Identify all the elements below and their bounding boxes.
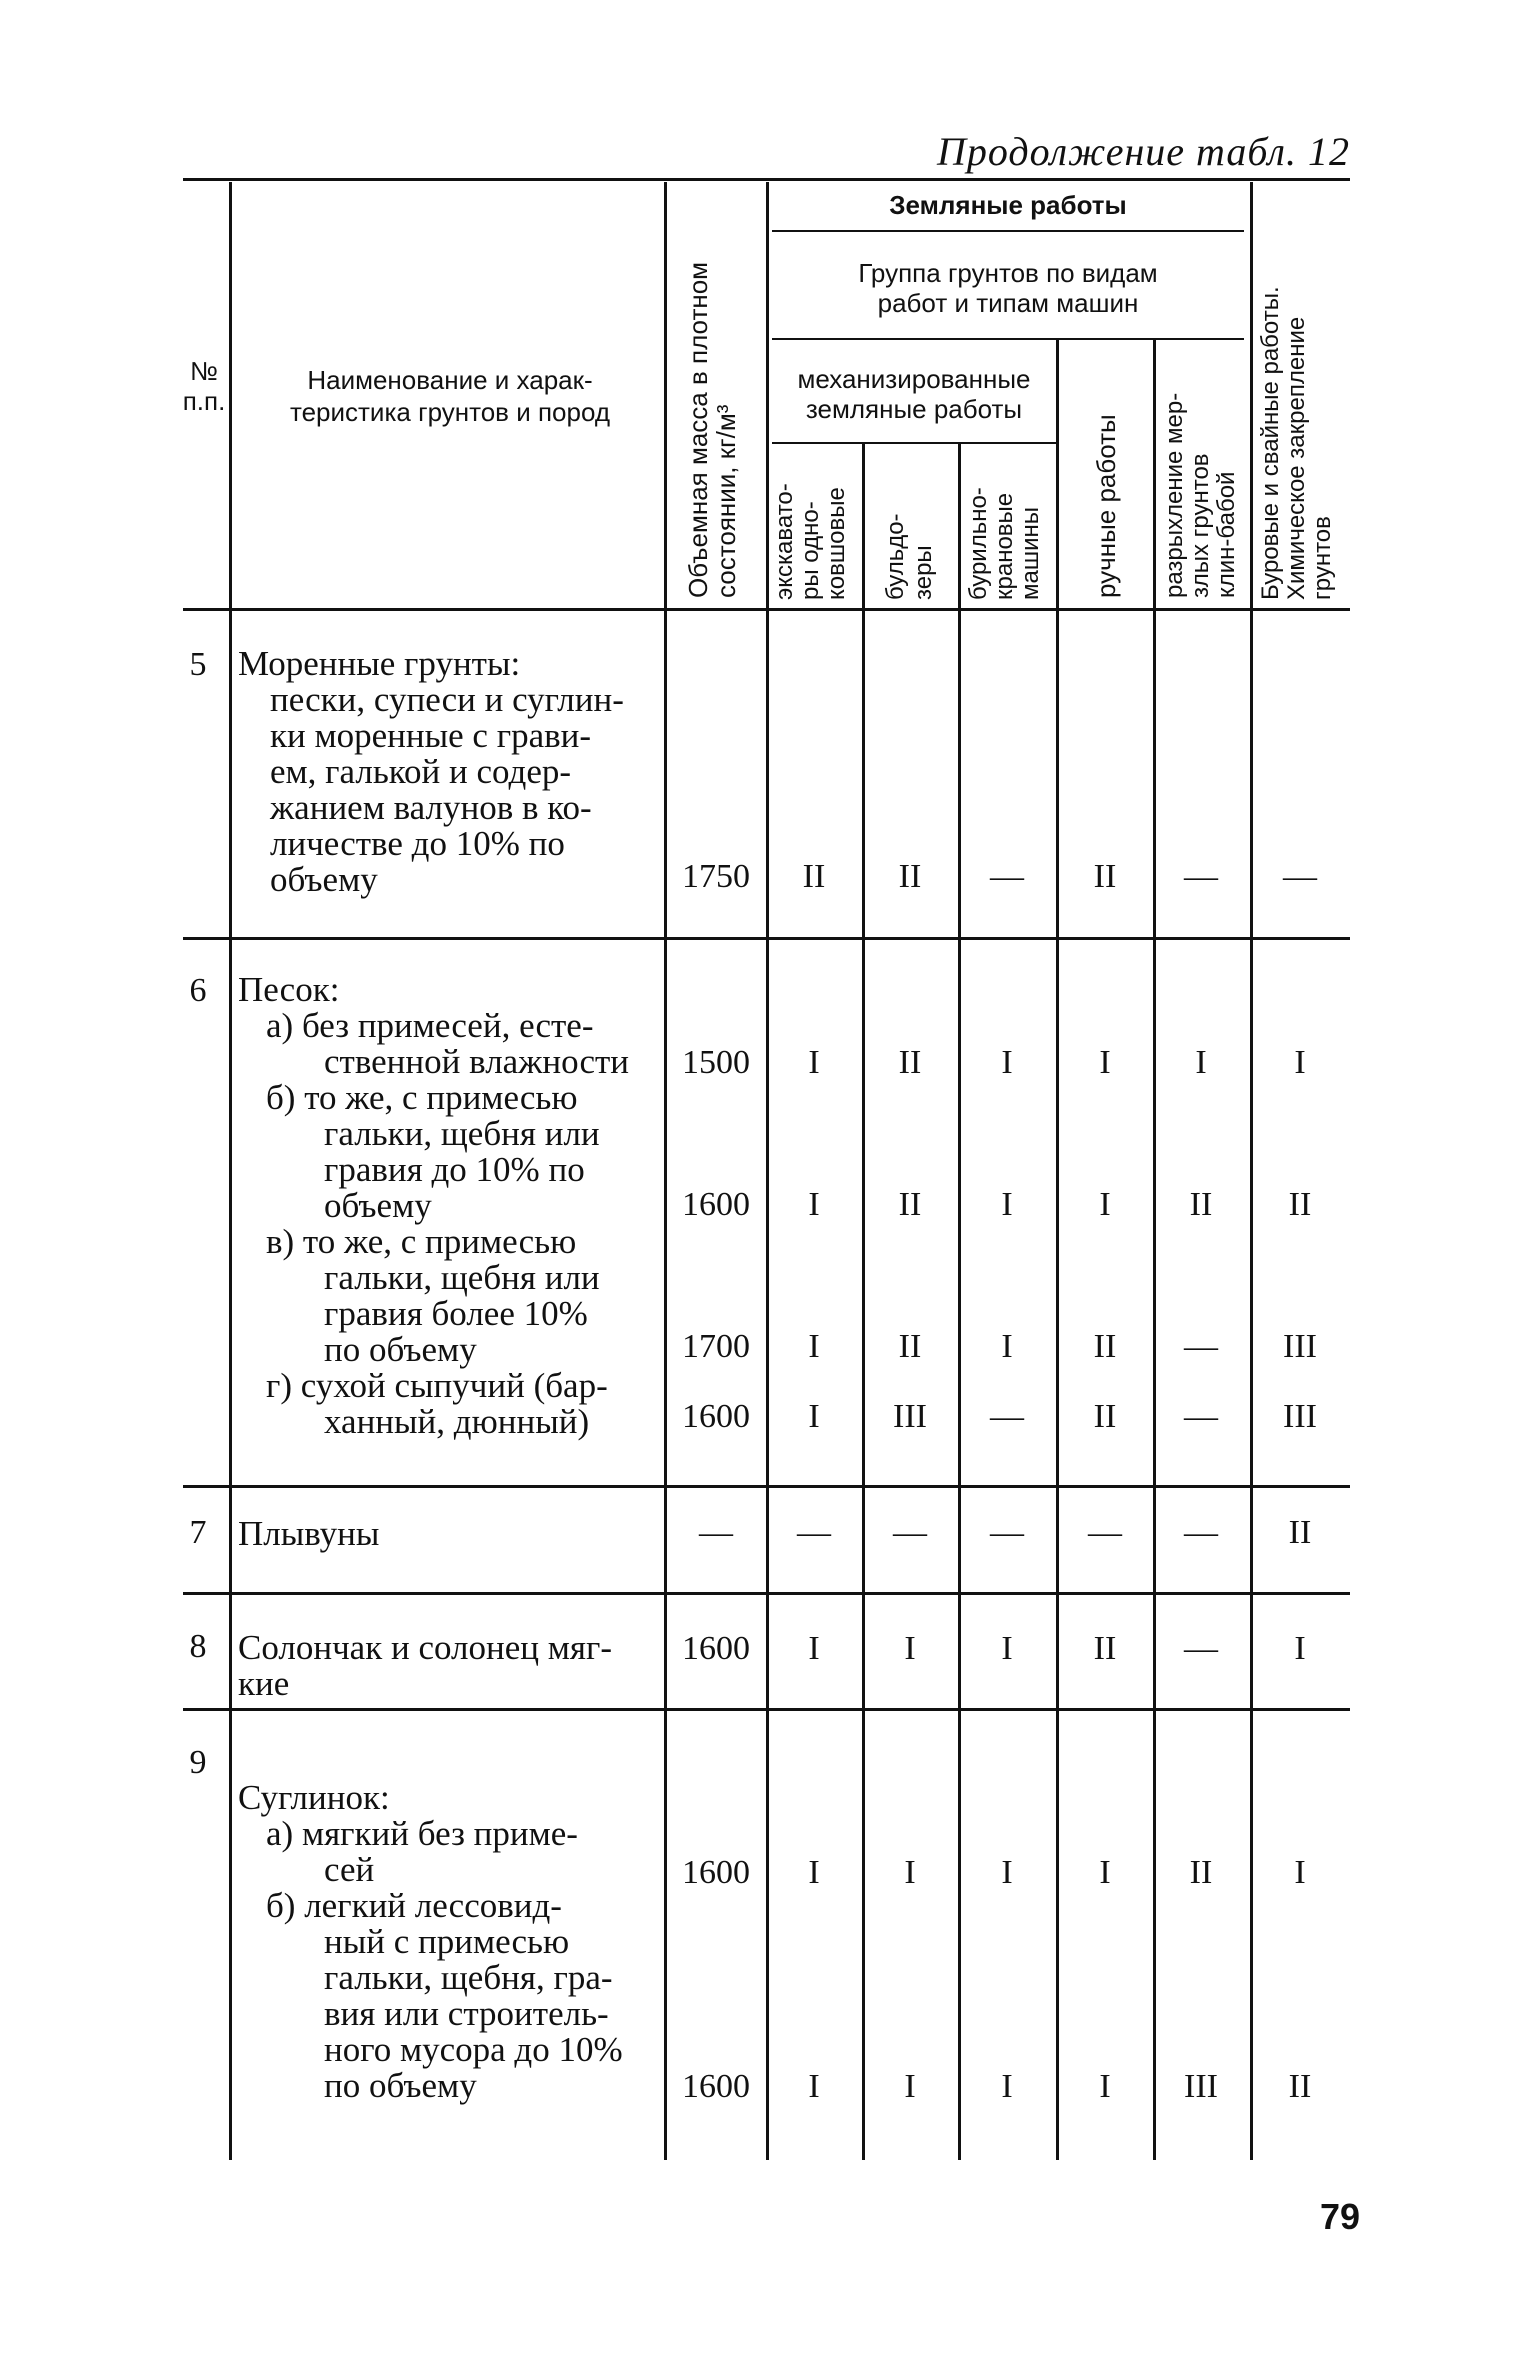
header-frozen: разрыхление мер- злых грунтов клин-бабой	[1161, 392, 1240, 598]
pile-cell: II	[1288, 2068, 1312, 2105]
table-caption: Продолжение табл. 12	[936, 129, 1350, 174]
header-earthworks: Земляные работы	[889, 190, 1127, 220]
mass-cell: 1600	[682, 2068, 750, 2105]
page-number: 79	[1319, 2196, 1360, 2237]
bulldozer-cell: II	[898, 1328, 922, 1365]
bulldozer-cell: II	[898, 1186, 922, 1223]
frozen-cell: —	[1184, 1630, 1218, 1667]
header-bulldozers: бульдо- зеры	[882, 513, 937, 600]
header-manual: ручные работы	[1091, 414, 1121, 598]
header-rule	[772, 338, 1244, 340]
header-rule	[772, 230, 1244, 232]
manual-cell: I	[1099, 1044, 1111, 1081]
mass-cell: —	[699, 1514, 733, 1551]
drill-crane-cell: I	[1001, 1328, 1013, 1365]
frozen-cell: II	[1189, 1186, 1213, 1223]
row-number: 9	[189, 1744, 207, 1781]
col-divider	[1056, 340, 1059, 2160]
row-name: Плывуны	[238, 1514, 380, 1553]
frozen-cell: —	[1184, 1514, 1218, 1551]
drill-crane-cell: I	[1001, 1854, 1013, 1891]
excavator-cell: I	[808, 1186, 820, 1223]
row-name: Солончак и солонец мяг- кие	[238, 1628, 612, 1703]
frozen-cell: —	[1184, 1328, 1218, 1365]
excavator-cell: I	[808, 2068, 820, 2105]
manual-cell: I	[1099, 1854, 1111, 1891]
manual-cell: I	[1099, 1186, 1111, 1223]
row-name: Моренные грунты: пески, супеси и суглин- ки моренные с грави- ем, галькой и содер- жанием валунов в ко- личестве до 10% по объему	[238, 644, 624, 899]
pile-cell: III	[1283, 1328, 1317, 1365]
row-name: Суглинок: а) мягкий без приме- сей б) легкий лессовид- ный с примесью гальки, щебня, гра- вия или строитель- ного мусора до 10% по объему	[238, 1778, 623, 2105]
header-mechanized: механизированные земляные работы	[797, 364, 1031, 424]
header-drill-cranes: бурильно- крановые машины	[965, 487, 1044, 600]
mass-cell: 1600	[682, 1186, 750, 1223]
drill-crane-cell: I	[1001, 1044, 1013, 1081]
pile-cell: —	[1283, 858, 1317, 895]
mass-cell: 1600	[682, 1854, 750, 1891]
pile-cell: I	[1294, 1044, 1306, 1081]
bulldozer-cell: I	[904, 1630, 916, 1667]
drill-crane-cell: —	[990, 1514, 1024, 1551]
bulldozer-cell: II	[898, 858, 922, 895]
manual-cell: II	[1093, 858, 1117, 895]
manual-cell: —	[1088, 1514, 1122, 1551]
table-top-rule	[183, 178, 1350, 181]
drill-crane-cell: —	[990, 858, 1024, 895]
header-name: Наименование и харак- теристика грунтов и пород	[289, 365, 611, 427]
pile-cell: I	[1294, 1854, 1306, 1891]
excavator-cell: I	[808, 1630, 820, 1667]
manual-cell: I	[1099, 2068, 1111, 2105]
bulldozer-cell: III	[893, 1398, 927, 1435]
drill-crane-cell: I	[1001, 1186, 1013, 1223]
excavator-cell: I	[808, 1398, 820, 1435]
pile-cell: III	[1283, 1398, 1317, 1435]
header-excavators: экскавато- ры одно- ковшовые	[771, 483, 850, 600]
header-rule	[772, 442, 1058, 444]
col-divider	[1250, 182, 1253, 2160]
header-num: № п.п.	[182, 356, 226, 416]
header-mass: Объемная масса в плотном состоянии, кг/м³	[683, 261, 741, 598]
col-divider	[664, 182, 667, 2160]
bulldozer-cell: I	[904, 2068, 916, 2105]
col-divider	[862, 444, 865, 2160]
mass-cell: 1600	[682, 1630, 750, 1667]
pile-cell: II	[1288, 1186, 1312, 1223]
frozen-cell: —	[1184, 858, 1218, 895]
mass-cell: 1750	[682, 858, 750, 895]
drill-crane-cell: —	[990, 1398, 1024, 1435]
manual-cell: II	[1093, 1630, 1117, 1667]
pile-cell: II	[1288, 1514, 1312, 1551]
frozen-cell: —	[1184, 1398, 1218, 1435]
pile-cell: I	[1294, 1630, 1306, 1667]
drill-crane-cell: I	[1001, 2068, 1013, 2105]
bulldozer-cell: II	[898, 1044, 922, 1081]
frozen-cell: I	[1195, 1044, 1207, 1081]
frozen-cell: II	[1189, 1854, 1213, 1891]
col-divider	[229, 182, 232, 2160]
manual-cell: II	[1093, 1398, 1117, 1435]
bulldozer-cell: —	[893, 1514, 927, 1551]
excavator-cell: II	[802, 858, 826, 895]
mass-cell: 1700	[682, 1328, 750, 1365]
row-number: 5	[189, 646, 207, 683]
row-number: 6	[189, 972, 207, 1009]
frozen-cell: III	[1184, 2068, 1218, 2105]
excavator-cell: I	[808, 1328, 820, 1365]
col-divider	[958, 444, 961, 2160]
bulldozer-cell: I	[904, 1854, 916, 1891]
excavator-cell: I	[808, 1854, 820, 1891]
excavator-cell: I	[808, 1044, 820, 1081]
row-number: 8	[189, 1628, 207, 1665]
drill-crane-cell: I	[1001, 1630, 1013, 1667]
row-name: Песок: а) без примесей, есте- ственной влажности б) то же, с примесью гальки, щебня или гравия до 10% по объему в) то же, с примесью гальки, щебня или гравия более 10% по объему г) сухой сыпучий (бар- ханный, дюнный)	[238, 970, 630, 1441]
header-soil-group: Группа грунтов по видам работ и типам машин	[858, 258, 1158, 318]
mass-cell: 1600	[682, 1398, 750, 1435]
header-pile-works: Буровые и свайные работы. Химическое закрепление грунтов	[1257, 286, 1336, 600]
excavator-cell: —	[797, 1514, 831, 1551]
row-number: 7	[189, 1514, 207, 1551]
manual-cell: II	[1093, 1328, 1117, 1365]
mass-cell: 1500	[682, 1044, 750, 1081]
